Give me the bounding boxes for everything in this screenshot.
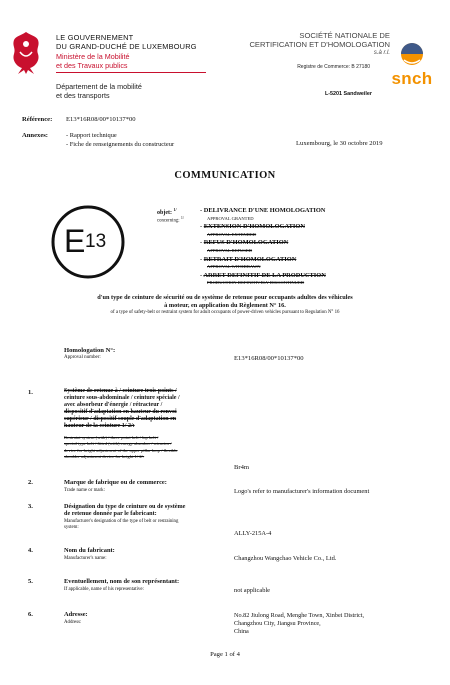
annex-item: - Fiche de renseignements du constructeur (66, 140, 175, 148)
annexes-list (66, 132, 174, 149)
item-fr-line: hauteur de la ceinture 1/ 2/: (64, 423, 135, 429)
snch-logo (382, 40, 442, 96)
concerning-text: concerning: (157, 218, 180, 224)
subject-line1: d'un type de ceinture de sécurité ou de système de retenue pour occupants adultes des véhicules (97, 294, 353, 301)
homologation-label: Homologation N°: (64, 347, 116, 354)
reference-value: E13*16R08/00*10137*00 (66, 116, 136, 123)
department-name (56, 82, 142, 100)
item-en-line: Manufacturer's name: (64, 556, 107, 561)
item-en-line: Restraint system (with) / three-point belt / lap belt / (64, 435, 159, 440)
item-en-line: Address: (64, 620, 82, 625)
item-fr-line: Système de retenue à / ceinture trois points / (64, 388, 177, 394)
subject-line3: of a type of safety-belt or restraint system for adult occupants of power-driven vehicles pursuant to Regulation N° 16 (110, 310, 340, 315)
government-name (56, 33, 197, 51)
header-divider (56, 72, 206, 73)
item-fr-line: Désignation du type de ceinture ou de système (64, 503, 186, 510)
item-fr-line: Marque de fabrique ou de commerce: (64, 479, 167, 486)
annexes-label: Annexes: (22, 132, 49, 139)
item-number: 4. (28, 547, 33, 554)
snch-sarl: s.à r.l. (373, 50, 390, 56)
item-fr-line: avec absorbeur d'énergie / rétracteur / (64, 402, 163, 408)
place-date: Luxembourg, le 30 octobre 2019 (296, 140, 383, 147)
ministry-name (56, 52, 130, 70)
snch-address: L-5201 Sandweiler (324, 91, 372, 97)
address-line: China (234, 627, 249, 635)
item-3-en (64, 519, 234, 531)
objet-item-granted: - DELIVRANCE D'UNE HOMOLOGATION APPROVAL GRANTED (200, 207, 400, 222)
dept-line1: Département de la mobilité (56, 82, 142, 91)
objet-en: APPROVAL WITHDRAWN (207, 264, 261, 270)
item-en-line: device for height adjustment of the upper pillar loop / flexible (64, 447, 178, 453)
e-mark-number: 13 (85, 231, 107, 252)
objet-fr: EXTENSION D'HOMOLOGATION (203, 223, 305, 231)
item-number: 5. (28, 578, 33, 585)
objet-en: APPROVAL GRANTED (207, 215, 254, 221)
objet-en: PRODUCTION DEFINITIVELY DISCONTINUED (207, 280, 305, 286)
item-value: Br4m (234, 464, 250, 471)
item-value: Changzhou Wangchao Vehicle Co., Ltd. (234, 555, 337, 562)
objet-item-withdrawn: - RETRAIT D'HOMOLOGATION APPROVAL WITHDRAWN (200, 255, 297, 270)
homologation-value: E13*16R08/00*10137*00 (234, 355, 304, 362)
objet-fr: REFUS D'HOMOLOGATION (203, 239, 289, 247)
item-en-line: shoulder adjustment device for height 1/ 2/: (64, 454, 145, 460)
objet-fr: RETRAIT D'HOMOLOGATION (203, 255, 297, 263)
snch-line1: SOCIÉTÉ NATIONALE DE (299, 31, 390, 40)
item-number: 1. (28, 389, 33, 396)
item-3-fr (64, 503, 234, 517)
objet-en: APPROVAL EXTENDED (207, 231, 257, 237)
objet-fr: DELIVRANCE D'UNE HOMOLOGATION (203, 207, 326, 214)
item-value: not applicable (234, 587, 271, 594)
address-value (234, 612, 434, 635)
ministry-line1: Ministère de la Mobilité (56, 52, 130, 61)
footnote-sup: 1/ (180, 215, 184, 220)
annex-item: - Rapport technique (66, 132, 117, 139)
objet-item-discontinued: - ARRET DEFINITIF DE LA PRODUCTION PRODUCTION DEFINITIVELY DISCONTINUED (200, 271, 326, 286)
page-title: COMMUNICATION (174, 170, 276, 181)
objet-list (200, 207, 400, 287)
address-line: Changzhou City, Jiangsu Province, (234, 619, 321, 627)
item-fr-line: Eventuellement, nom de son représentant: (64, 578, 180, 585)
page-number: Page 1 of 4 (210, 651, 240, 658)
luxembourg-government-logo (6, 30, 46, 76)
gov-line1: LE GOUVERNEMENT (56, 33, 134, 42)
footnote-sup: 1/ (173, 207, 177, 212)
item-value: ALLY-215A-4 (234, 530, 272, 537)
e-mark-letter: E (64, 223, 86, 259)
objet-item-extended: - EXTENSION D'HOMOLOGATION APPROVAL EXTENDED (200, 223, 305, 237)
item-en-line: system: (64, 525, 79, 531)
item-en-line: Manufacturer's designation of the type of belt or restraining (64, 519, 179, 524)
item-value: Logo's refer to manufacturer's information document (234, 488, 370, 495)
registre-commerce: Registre de Commerce: B 27180 (297, 64, 370, 70)
e13-approval-mark (50, 204, 126, 280)
snch-logo-text: snch (391, 69, 433, 88)
reference-label: Référence: (22, 116, 53, 123)
homologation-sublabel: Approval number: (64, 355, 101, 360)
ministry-line2: et des Travaux publics (56, 61, 128, 70)
snch-name (212, 31, 390, 58)
item-fr-line: dispositif d'adaptation en hauteur du renvoi (64, 409, 177, 415)
objet-item-refused: - REFUS D'HOMOLOGATION APPROVAL REFUSED (200, 239, 289, 253)
item-fr-line: supérieur / dispositif souple d'adaptation en (64, 416, 177, 422)
item-1-en (64, 435, 244, 461)
item-en-line: special type belt / fitted (with) energy absorber / retractor / (64, 441, 172, 447)
subject-line2: à moteur, en application du Règlement N° 16. (164, 302, 286, 309)
dept-line2: et des transports (56, 91, 110, 100)
address-line: No.82 Jiulong Road, Menghe Town, Xinbei District, (234, 612, 365, 619)
gov-line2: DU GRAND-DUCHÉ DE LUXEMBOURG (56, 42, 197, 51)
item-1-fr (64, 388, 224, 430)
item-en-line: Trade name or mark: (64, 488, 105, 493)
item-fr-line: Nom du fabricant: (64, 547, 115, 554)
item-number: 3. (28, 503, 33, 510)
objet-fr: ARRET DEFINITIF DE LA PRODUCTION (203, 271, 326, 279)
objet-text: objet: (157, 210, 172, 216)
item-fr-line: de retenue donnée par le fabricant: (64, 510, 157, 518)
objet-en: APPROVAL REFUSED (207, 247, 253, 253)
item-fr-line: ceinture sous-abdominale / ceinture spéciale / (64, 395, 180, 401)
subject-block (10, 294, 440, 317)
concerning-label (157, 215, 184, 224)
item-number: 2. (28, 479, 33, 486)
item-en-line: If applicable, name of his representative: (64, 587, 144, 592)
snch-line2: CERTIFICATION ET D'HOMOLOGATION (249, 40, 390, 49)
item-number: 6. (28, 611, 33, 618)
item-fr-line: Adresse: (64, 611, 88, 618)
